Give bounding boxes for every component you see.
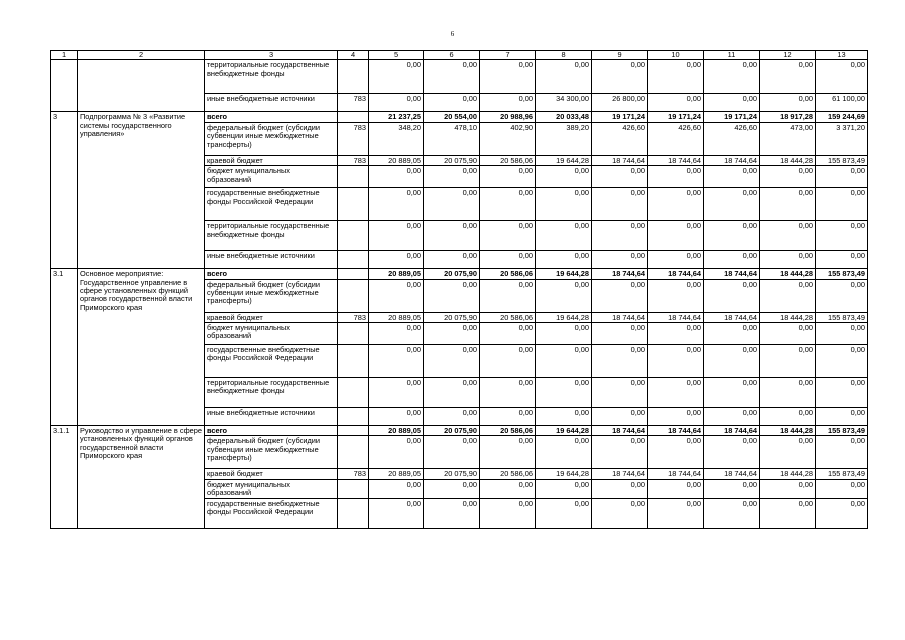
amount-cell: 0,00	[424, 408, 480, 426]
amount-cell: 155 873,49	[816, 312, 868, 322]
amount-cell: 348,20	[369, 122, 424, 155]
amount-cell: 0,00	[760, 60, 816, 94]
funding-source: краевой бюджет	[205, 469, 338, 479]
amount-cell: 0,00	[536, 251, 592, 269]
amount-cell: 19 644,28	[536, 469, 592, 479]
amount-cell: 0,00	[536, 60, 592, 94]
amount-cell: 18 444,28	[760, 426, 816, 436]
amount-cell: 0,00	[369, 498, 424, 528]
funding-source: бюджет муниципальных образований	[205, 479, 338, 498]
column-header: 11	[704, 51, 760, 60]
amount-cell: 0,00	[592, 279, 648, 312]
budget-code	[338, 345, 369, 378]
amount-cell: 0,00	[480, 408, 536, 426]
amount-cell: 0,00	[648, 94, 704, 112]
amount-cell: 19 171,24	[648, 112, 704, 122]
amount-cell: 155 873,49	[816, 155, 868, 165]
amount-cell: 0,00	[592, 251, 648, 269]
amount-cell: 0,00	[536, 166, 592, 188]
amount-cell: 18 744,64	[592, 312, 648, 322]
amount-cell: 19 644,28	[536, 269, 592, 279]
amount-cell: 20 554,00	[424, 112, 480, 122]
amount-cell: 18 744,64	[648, 269, 704, 279]
amount-cell: 18 744,64	[648, 155, 704, 165]
amount-cell: 19 644,28	[536, 312, 592, 322]
amount-cell: 34 300,00	[536, 94, 592, 112]
amount-cell: 0,00	[480, 279, 536, 312]
amount-cell: 0,00	[816, 479, 868, 498]
amount-cell: 0,00	[424, 279, 480, 312]
amount-cell: 0,00	[480, 323, 536, 345]
amount-cell: 0,00	[704, 279, 760, 312]
amount-cell: 0,00	[369, 166, 424, 188]
budget-table	[50, 50, 868, 529]
column-header: 1	[51, 51, 78, 60]
amount-cell: 0,00	[424, 345, 480, 378]
amount-cell: 0,00	[816, 436, 868, 469]
amount-cell: 0,00	[480, 188, 536, 221]
amount-cell: 18 744,64	[704, 269, 760, 279]
amount-cell: 0,00	[536, 279, 592, 312]
amount-cell: 0,00	[760, 378, 816, 408]
amount-cell: 402,90	[480, 122, 536, 155]
amount-cell: 0,00	[760, 345, 816, 378]
column-header: 4	[338, 51, 369, 60]
amount-cell: 0,00	[369, 436, 424, 469]
funding-source: государственные внебюджетные фонды Российской Федерации	[205, 188, 338, 221]
amount-cell: 0,00	[480, 345, 536, 378]
amount-cell: 0,00	[648, 60, 704, 94]
amount-cell: 0,00	[369, 378, 424, 408]
amount-cell: 0,00	[592, 436, 648, 469]
amount-cell: 18 744,64	[704, 469, 760, 479]
funding-source: бюджет муниципальных образований	[205, 166, 338, 188]
column-header: 10	[648, 51, 704, 60]
amount-cell: 0,00	[704, 323, 760, 345]
amount-cell: 0,00	[424, 436, 480, 469]
funding-source: иные внебюджетные источники	[205, 251, 338, 269]
amount-cell: 0,00	[480, 436, 536, 469]
amount-cell: 0,00	[816, 279, 868, 312]
amount-cell: 18 444,28	[760, 155, 816, 165]
amount-cell: 155 873,49	[816, 269, 868, 279]
amount-cell: 0,00	[480, 378, 536, 408]
amount-cell: 21 237,25	[369, 112, 424, 122]
budget-code	[338, 436, 369, 469]
amount-cell: 0,00	[760, 251, 816, 269]
column-header: 2	[78, 51, 205, 60]
budget-code	[338, 269, 369, 279]
amount-cell: 20 889,05	[369, 155, 424, 165]
funding-source: государственные внебюджетные фонды Российской Федерации	[205, 345, 338, 378]
amount-cell: 0,00	[369, 60, 424, 94]
amount-cell: 0,00	[816, 166, 868, 188]
amount-cell: 0,00	[648, 188, 704, 221]
amount-cell: 0,00	[648, 408, 704, 426]
amount-cell: 0,00	[816, 221, 868, 251]
amount-cell: 0,00	[816, 323, 868, 345]
item-name: Руководство и управление в сфере установленных функций органов государственной власти Приморского края	[78, 426, 205, 529]
budget-code	[338, 498, 369, 528]
column-header: 13	[816, 51, 868, 60]
table-row	[51, 112, 868, 122]
amount-cell: 0,00	[424, 251, 480, 269]
amount-cell: 19 644,28	[536, 155, 592, 165]
amount-cell: 0,00	[480, 221, 536, 251]
budget-code: 783	[338, 94, 369, 112]
amount-cell: 0,00	[424, 498, 480, 528]
amount-cell: 426,60	[648, 122, 704, 155]
amount-cell: 0,00	[704, 94, 760, 112]
amount-cell: 20 988,96	[480, 112, 536, 122]
funding-source: федеральный бюджет (субсидии субвенции иные межбюджетные трансферты)	[205, 279, 338, 312]
amount-cell: 0,00	[592, 221, 648, 251]
amount-cell: 0,00	[536, 408, 592, 426]
amount-cell: 0,00	[760, 436, 816, 469]
table-row	[51, 60, 868, 94]
amount-cell: 18 444,28	[760, 469, 816, 479]
budget-code: 783	[338, 155, 369, 165]
amount-cell: 0,00	[424, 60, 480, 94]
amount-cell: 0,00	[704, 436, 760, 469]
amount-cell: 0,00	[480, 94, 536, 112]
amount-cell: 478,10	[424, 122, 480, 155]
amount-cell: 0,00	[816, 188, 868, 221]
amount-cell: 0,00	[816, 251, 868, 269]
amount-cell: 0,00	[648, 479, 704, 498]
funding-source: всего	[205, 269, 338, 279]
amount-cell: 18 744,64	[592, 269, 648, 279]
amount-cell: 0,00	[816, 378, 868, 408]
amount-cell: 0,00	[480, 479, 536, 498]
amount-cell: 0,00	[424, 479, 480, 498]
amount-cell: 0,00	[424, 94, 480, 112]
item-name: Подпрограмма № 3 «Развитие системы государственного управления»	[78, 112, 205, 269]
column-header: 8	[536, 51, 592, 60]
amount-cell: 20 889,05	[369, 469, 424, 479]
amount-cell: 26 800,00	[592, 94, 648, 112]
amount-cell: 0,00	[592, 345, 648, 378]
amount-cell: 0,00	[704, 188, 760, 221]
amount-cell: 0,00	[648, 221, 704, 251]
amount-cell: 18 744,64	[704, 312, 760, 322]
amount-cell: 0,00	[816, 345, 868, 378]
budget-code	[338, 60, 369, 94]
amount-cell: 0,00	[369, 251, 424, 269]
column-header: 12	[760, 51, 816, 60]
amount-cell: 0,00	[369, 221, 424, 251]
amount-cell: 20 586,06	[480, 269, 536, 279]
amount-cell: 0,00	[816, 408, 868, 426]
amount-cell: 0,00	[480, 251, 536, 269]
amount-cell: 0,00	[704, 221, 760, 251]
amount-cell: 426,60	[704, 122, 760, 155]
item-number	[51, 60, 78, 112]
amount-cell: 155 873,49	[816, 426, 868, 436]
amount-cell: 18 744,64	[648, 426, 704, 436]
funding-source: всего	[205, 112, 338, 122]
amount-cell: 20 889,05	[369, 269, 424, 279]
amount-cell: 20 075,90	[424, 269, 480, 279]
amount-cell: 159 244,69	[816, 112, 868, 122]
budget-code	[338, 378, 369, 408]
amount-cell: 0,00	[760, 188, 816, 221]
item-number: 3	[51, 112, 78, 269]
amount-cell: 18 744,64	[648, 312, 704, 322]
amount-cell: 0,00	[760, 166, 816, 188]
amount-cell: 0,00	[648, 436, 704, 469]
amount-cell: 0,00	[760, 221, 816, 251]
budget-code: 783	[338, 312, 369, 322]
column-header: 9	[592, 51, 648, 60]
amount-cell: 0,00	[704, 408, 760, 426]
amount-cell: 20 889,05	[369, 426, 424, 436]
budget-code: 783	[338, 469, 369, 479]
item-number: 3.1.1	[51, 426, 78, 529]
funding-source: краевой бюджет	[205, 155, 338, 165]
amount-cell: 0,00	[424, 188, 480, 221]
amount-cell: 20 075,90	[424, 469, 480, 479]
amount-cell: 0,00	[424, 323, 480, 345]
amount-cell: 0,00	[369, 479, 424, 498]
header-row	[51, 51, 868, 60]
amount-cell: 0,00	[536, 221, 592, 251]
funding-source: территориальные государственные внебюджетные фонды	[205, 221, 338, 251]
amount-cell: 0,00	[592, 323, 648, 345]
amount-cell: 18 744,64	[704, 426, 760, 436]
amount-cell: 0,00	[369, 323, 424, 345]
amount-cell: 0,00	[369, 279, 424, 312]
budget-code	[338, 188, 369, 221]
amount-cell: 0,00	[760, 498, 816, 528]
amount-cell: 18 744,64	[592, 469, 648, 479]
budget-code	[338, 479, 369, 498]
amount-cell: 19 171,24	[592, 112, 648, 122]
funding-source: федеральный бюджет (субсидии субвенции иные межбюджетные трансферты)	[205, 436, 338, 469]
column-header: 3	[205, 51, 338, 60]
page-number: 6	[450, 30, 455, 38]
amount-cell: 0,00	[648, 251, 704, 269]
table-row	[51, 269, 868, 279]
amount-cell: 20 586,06	[480, 155, 536, 165]
amount-cell: 0,00	[704, 251, 760, 269]
amount-cell: 0,00	[648, 378, 704, 408]
amount-cell: 0,00	[369, 408, 424, 426]
item-name	[78, 60, 205, 112]
amount-cell: 18 744,64	[704, 155, 760, 165]
column-header: 5	[369, 51, 424, 60]
funding-source: территориальные государственные внебюджетные фонды	[205, 378, 338, 408]
column-header: 7	[480, 51, 536, 60]
amount-cell: 3 371,20	[816, 122, 868, 155]
amount-cell: 0,00	[704, 166, 760, 188]
amount-cell: 0,00	[536, 498, 592, 528]
amount-cell: 20 889,05	[369, 312, 424, 322]
amount-cell: 0,00	[536, 436, 592, 469]
amount-cell: 0,00	[369, 188, 424, 221]
budget-code	[338, 112, 369, 122]
amount-cell: 20 033,48	[536, 112, 592, 122]
amount-cell: 20 586,06	[480, 426, 536, 436]
amount-cell: 0,00	[704, 479, 760, 498]
column-header: 6	[424, 51, 480, 60]
amount-cell: 0,00	[704, 498, 760, 528]
amount-cell: 0,00	[369, 345, 424, 378]
amount-cell: 0,00	[760, 323, 816, 345]
budget-code	[338, 426, 369, 436]
budget-code	[338, 279, 369, 312]
amount-cell: 0,00	[648, 279, 704, 312]
amount-cell: 0,00	[536, 479, 592, 498]
amount-cell: 0,00	[648, 498, 704, 528]
amount-cell: 0,00	[536, 345, 592, 378]
funding-source: территориальные государственные внебюджетные фонды	[205, 60, 338, 94]
budget-code	[338, 323, 369, 345]
table-row	[51, 426, 868, 436]
amount-cell: 18 444,28	[760, 269, 816, 279]
item-name: Основное мероприятие: Государственное управление в сфере установленных функций органов государственной власти Приморского края	[78, 269, 205, 426]
amount-cell: 0,00	[704, 345, 760, 378]
amount-cell: 0,00	[816, 498, 868, 528]
item-number: 3.1	[51, 269, 78, 426]
amount-cell: 0,00	[816, 60, 868, 94]
amount-cell: 0,00	[592, 479, 648, 498]
amount-cell: 0,00	[424, 378, 480, 408]
funding-source: иные внебюджетные источники	[205, 408, 338, 426]
funding-source: всего	[205, 426, 338, 436]
amount-cell: 0,00	[760, 94, 816, 112]
amount-cell: 155 873,49	[816, 469, 868, 479]
amount-cell: 18 744,64	[592, 155, 648, 165]
amount-cell: 0,00	[760, 279, 816, 312]
amount-cell: 0,00	[536, 188, 592, 221]
amount-cell: 0,00	[424, 166, 480, 188]
amount-cell: 389,20	[536, 122, 592, 155]
amount-cell: 0,00	[369, 94, 424, 112]
budget-code	[338, 251, 369, 269]
amount-cell: 20 075,90	[424, 426, 480, 436]
amount-cell: 0,00	[648, 323, 704, 345]
amount-cell: 18 744,64	[648, 469, 704, 479]
amount-cell: 20 075,90	[424, 312, 480, 322]
amount-cell: 20 075,90	[424, 155, 480, 165]
funding-source: краевой бюджет	[205, 312, 338, 322]
amount-cell: 0,00	[536, 323, 592, 345]
amount-cell: 19 171,24	[704, 112, 760, 122]
amount-cell: 18 744,64	[592, 426, 648, 436]
funding-source: федеральный бюджет (субсидии субвенции иные межбюджетные трансферты)	[205, 122, 338, 155]
table-body	[51, 51, 868, 529]
amount-cell: 0,00	[536, 378, 592, 408]
amount-cell: 20 586,06	[480, 312, 536, 322]
amount-cell: 0,00	[592, 188, 648, 221]
amount-cell: 61 100,00	[816, 94, 868, 112]
amount-cell: 0,00	[760, 479, 816, 498]
amount-cell: 20 586,06	[480, 469, 536, 479]
budget-code	[338, 408, 369, 426]
amount-cell: 0,00	[592, 60, 648, 94]
amount-cell: 18 917,28	[760, 112, 816, 122]
amount-cell: 0,00	[592, 498, 648, 528]
amount-cell: 0,00	[592, 378, 648, 408]
funding-source: иные внебюджетные источники	[205, 94, 338, 112]
amount-cell: 0,00	[648, 166, 704, 188]
funding-source: бюджет муниципальных образований	[205, 323, 338, 345]
amount-cell: 0,00	[648, 345, 704, 378]
amount-cell: 0,00	[592, 166, 648, 188]
amount-cell: 0,00	[592, 408, 648, 426]
amount-cell: 0,00	[704, 378, 760, 408]
amount-cell: 0,00	[704, 60, 760, 94]
amount-cell: 0,00	[480, 498, 536, 528]
amount-cell: 18 444,28	[760, 312, 816, 322]
amount-cell: 426,60	[592, 122, 648, 155]
budget-code: 783	[338, 122, 369, 155]
amount-cell: 473,00	[760, 122, 816, 155]
budget-code	[338, 221, 369, 251]
funding-source: государственные внебюджетные фонды Российской Федерации	[205, 498, 338, 528]
amount-cell: 19 644,28	[536, 426, 592, 436]
amount-cell: 0,00	[424, 221, 480, 251]
amount-cell: 0,00	[480, 166, 536, 188]
amount-cell: 0,00	[480, 60, 536, 94]
amount-cell: 0,00	[760, 408, 816, 426]
budget-code	[338, 166, 369, 188]
